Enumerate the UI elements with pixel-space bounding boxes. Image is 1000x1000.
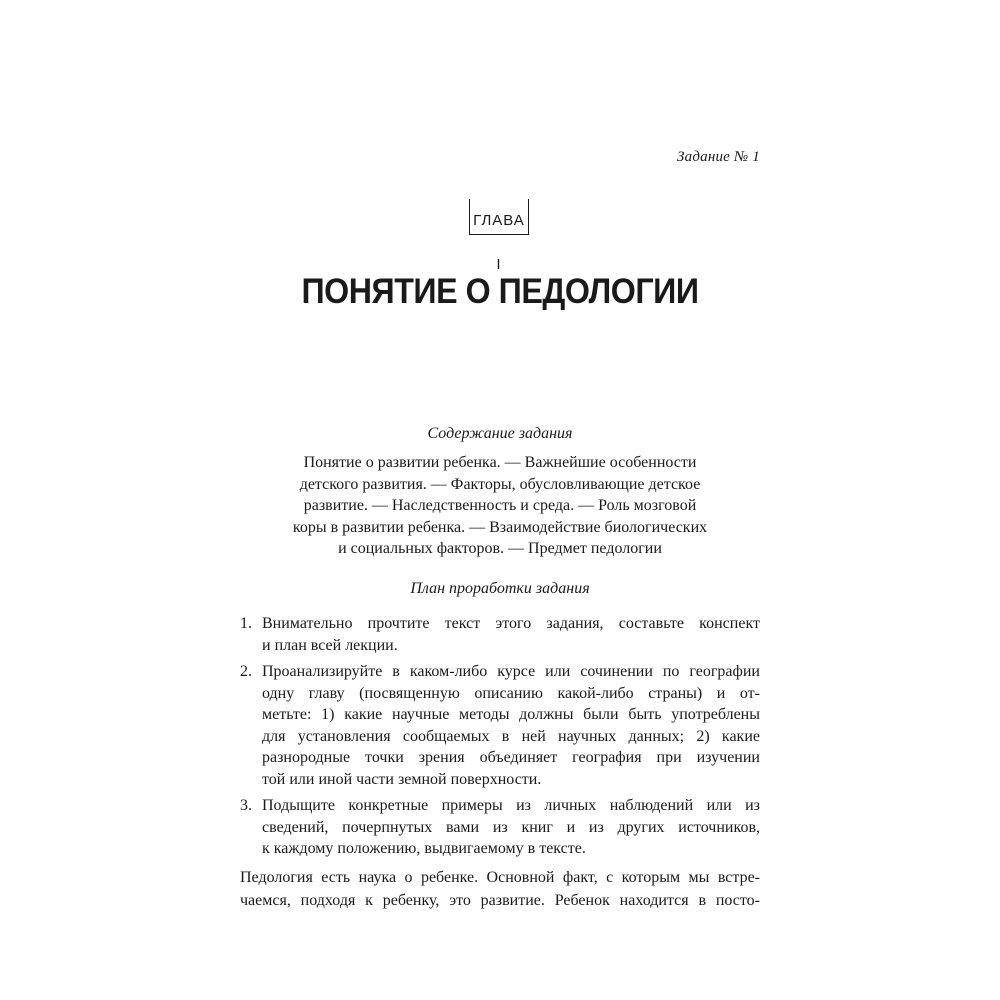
plan-line: Внимательно прочтите текст этого задания, составьте конспект bbox=[262, 615, 760, 632]
plan-line: и план всей лекции. bbox=[262, 636, 398, 654]
plan-item-number: 1. bbox=[240, 615, 252, 632]
plan-item bbox=[240, 795, 760, 860]
body-paragraph bbox=[240, 866, 760, 912]
plan-line: Проанализируйте в каком-либо курсе или сочинении по географии bbox=[262, 663, 760, 680]
chapter-label: ГЛАВА I bbox=[469, 199, 529, 235]
plan-line: разнородные точки зрения объединяет география при изучении bbox=[262, 749, 760, 766]
plan-line: одну главу (посвященную описанию какой-либо страны) и от- bbox=[262, 684, 760, 702]
body-line: Педология есть наука о ребенке. Основной факт, с которым мы встре- bbox=[240, 869, 760, 886]
plan-item-text bbox=[262, 613, 760, 656]
plan-line: сведений, почерпнутых вами из книг и из других источников, bbox=[262, 818, 760, 836]
plan-item-number: 2. bbox=[240, 663, 252, 680]
content-line: и социальных факторов. — Предмет педологии bbox=[338, 540, 662, 557]
plan-item-text bbox=[262, 795, 760, 860]
content-line: Понятие о развитии ребенка. — Важнейшие особенности bbox=[303, 454, 697, 471]
chapter-title: ПОНЯТИЕ О ПЕДОЛОГИИ bbox=[301, 272, 699, 311]
content-line: детского развития. — Факторы, обусловливающие детское bbox=[299, 475, 701, 493]
plan-line: для установления сообщаемых в ней научных данных; 2) какие bbox=[262, 727, 760, 745]
content-heading: Содержание задания bbox=[427, 425, 573, 442]
plan-heading: План проработки задания bbox=[410, 580, 590, 597]
plan-list bbox=[240, 613, 760, 865]
plan-line: Подыщите конкретные примеры из личных наблюдений или из bbox=[262, 797, 760, 814]
plan-line: метьте: 1) какие научные методы должны были быть употреблены bbox=[262, 706, 760, 723]
content-line: коры в развитии ребенка. — Взаимодействие биологических bbox=[292, 518, 708, 536]
plan-line: той или иной части земной поверхности. bbox=[262, 770, 542, 788]
plan-item bbox=[240, 613, 760, 656]
running-head: Задание № 1 bbox=[677, 149, 760, 165]
plan-item-number: 3. bbox=[240, 797, 252, 814]
plan-item-text bbox=[262, 661, 760, 790]
plan-line: к каждому положению, выдвигаемому в тексте. bbox=[262, 840, 586, 857]
content-line: развитие. — Наследственность и среда. — Роль мозговой bbox=[303, 497, 697, 514]
plan-item bbox=[240, 661, 760, 790]
content-summary bbox=[260, 452, 740, 560]
body-line: чаемся, подходя к ребенку, это развитие. Ребенок находится в посто- bbox=[240, 892, 760, 909]
